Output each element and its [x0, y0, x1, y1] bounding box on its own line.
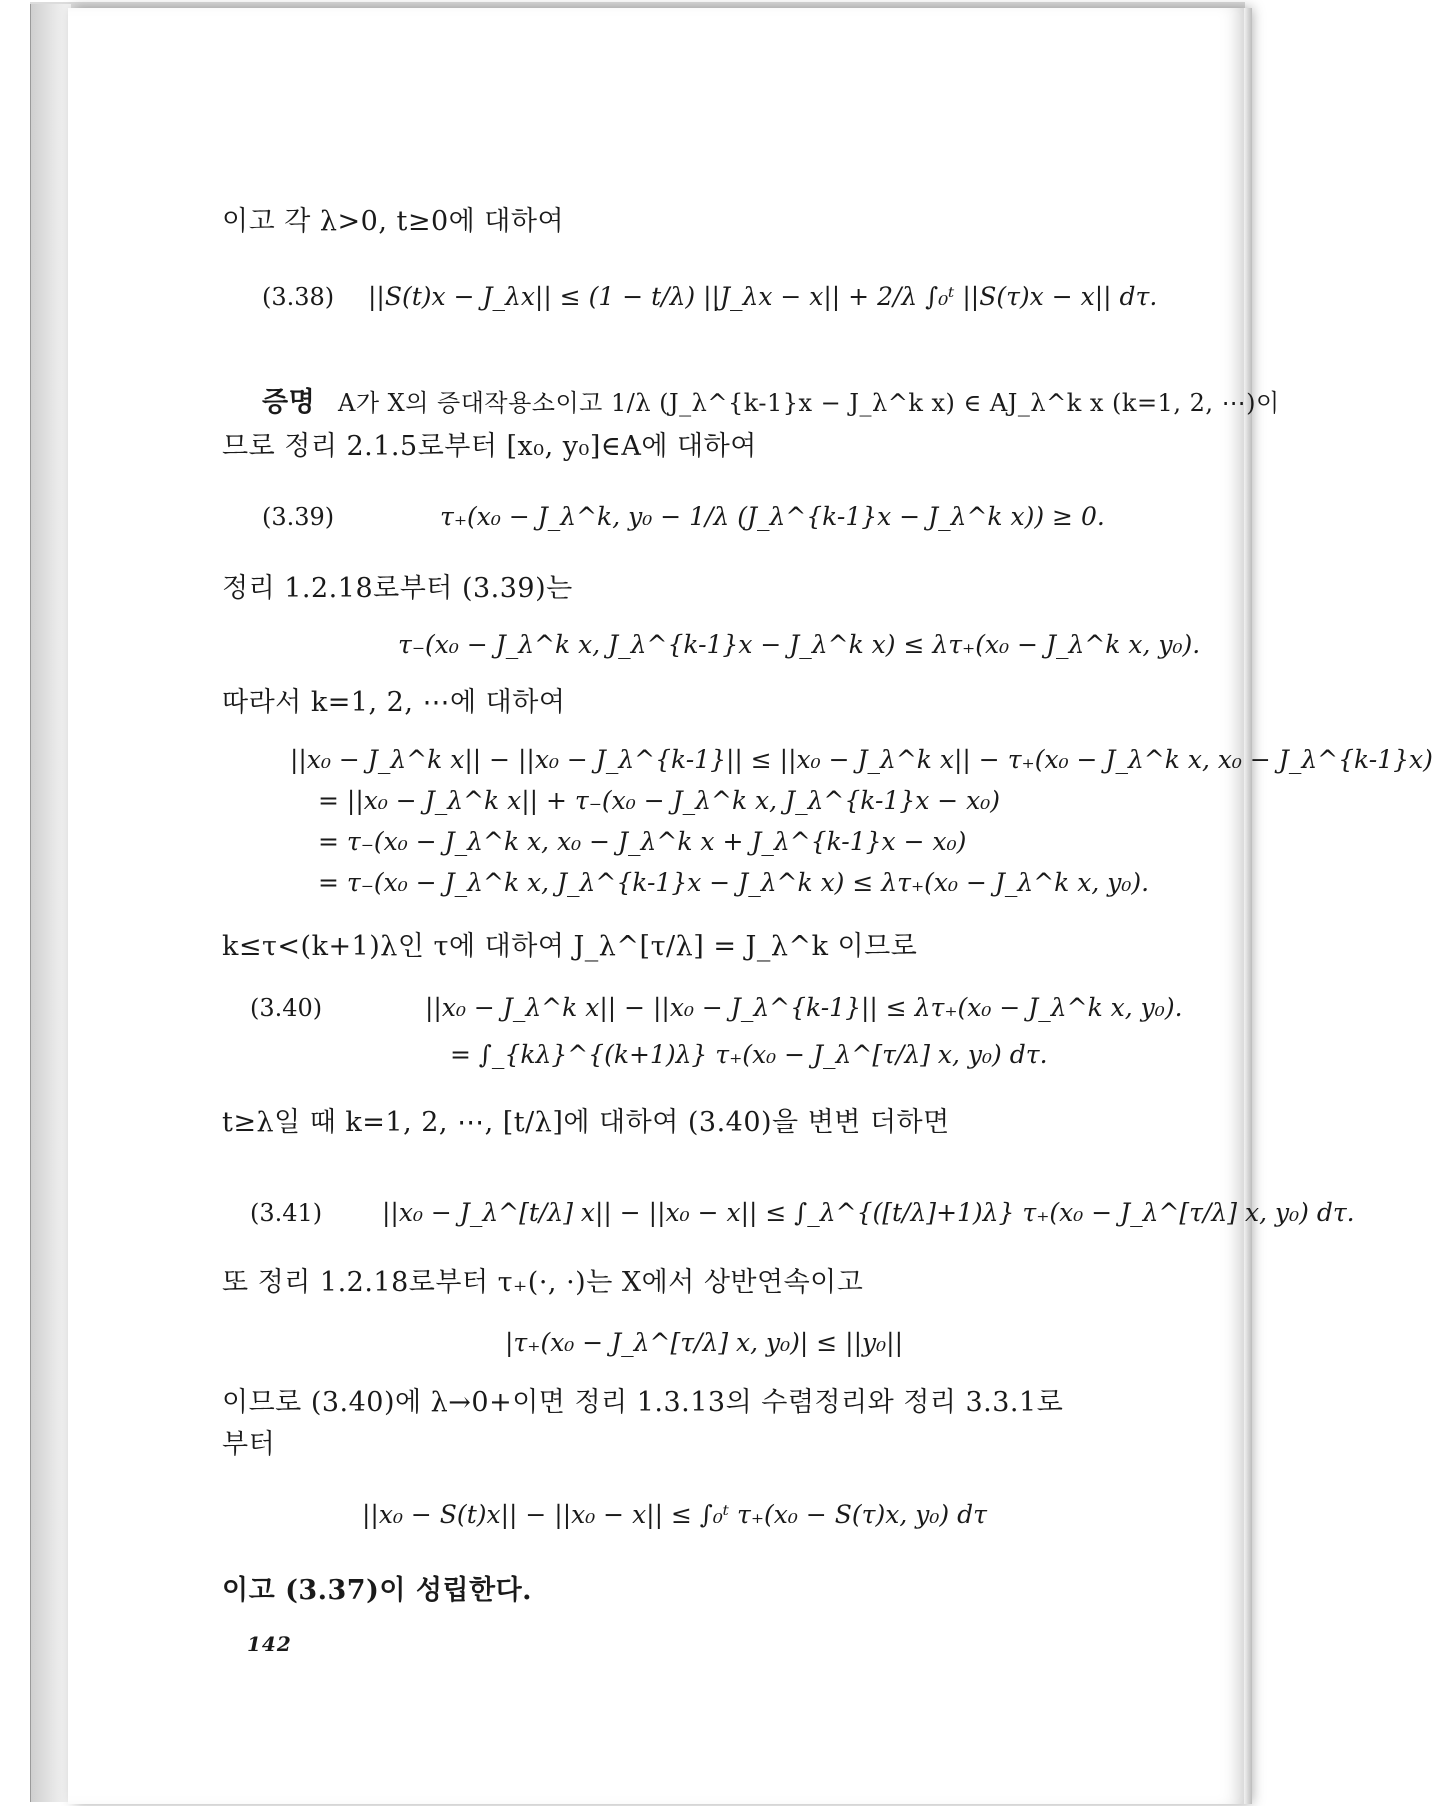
eq-number-3-38: (3.38) — [262, 283, 335, 311]
book-page — [68, 8, 1246, 1804]
line-upper-semicontinuous: 또 정리 1.2.18로부터 τ₊(·, ·)는 X에서 상반연속이고 — [222, 1267, 864, 1298]
line-therefore: 따라서 k=1, 2, ⋯에 대하여 — [222, 687, 566, 718]
line-conclusion: 이고 (3.37)이 성립한다. — [222, 1575, 533, 1606]
chain-line-3: = τ₋(x₀ − J_λ^k x, x₀ − J_λ^k x + J_λ^{k-1}x − x₀) — [318, 827, 967, 856]
chain-line-2: = ||x₀ − J_λ^k x|| + τ₋(x₀ − J_λ^k x, J_λ^{k-1}x − x₀) — [318, 786, 1001, 815]
eq-number-3-39: (3.39) — [262, 503, 335, 531]
line-proof-2: 므로 정리 2.1.5로부터 [x₀, y₀]∈A에 대하여 — [222, 431, 757, 462]
page-edge-shadow — [1244, 8, 1252, 1804]
proof-label: 증명 — [262, 387, 316, 418]
line-theorem-ref: 정리 1.2.18로부터 (3.39)는 — [222, 573, 573, 604]
page-number: 142 — [247, 1632, 292, 1656]
line-limit-cont: 부터 — [222, 1429, 276, 1460]
line-proof-1: A가 X의 증대작용소이고 1/λ (J_λ^{k-1}x − J_λ^k x) ∈ AJ_λ^k x (k=1, 2, ⋯)이 — [338, 389, 1280, 417]
chain-line-1: ||x₀ − J_λ^k x|| − ||x₀ − J_λ^{k-1}|| ≤ ||x₀ − J_λ^k x|| − τ₊(x₀ − J_λ^k x, x₀ − J_λ^{k-1}x) — [290, 745, 1433, 774]
equation-bound: |τ₊(x₀ − J_λ^[τ/λ] x, y₀)| ≤ ||y₀|| — [505, 1328, 904, 1357]
equation-3-38: ||S(t)x − J_λx|| ≤ (1 − t/λ) ||J_λx − x|| + 2/λ ∫₀ᵗ ||S(τ)x − x|| dτ. — [368, 282, 1158, 311]
equation-tau-minus: τ₋(x₀ − J_λ^k x, J_λ^{k-1}x − J_λ^k x) ≤ λτ₊(x₀ − J_λ^k x, y₀). — [398, 630, 1201, 659]
chain-line-4: = τ₋(x₀ − J_λ^k x, J_λ^{k-1}x − J_λ^k x) ≤ λτ₊(x₀ − J_λ^k x, y₀). — [318, 868, 1150, 897]
book-spine — [30, 4, 71, 1802]
line-intro: 이고 각 λ>0, t≥0에 대하여 — [222, 206, 565, 237]
equation-3-40-line-2: = ∫_{kλ}^{(k+1)λ} τ₊(x₀ − J_λ^[τ/λ] x, y₀) dτ. — [450, 1040, 1048, 1069]
eq-number-3-41: (3.41) — [250, 1199, 323, 1227]
line-k-tau: k≤τ<(k+1)λ인 τ에 대하여 J_λ^[τ/λ] = J_λ^k 이므로 — [222, 931, 918, 962]
line-limit: 이므로 (3.40)에 λ→0+이면 정리 1.3.13의 수렴정리와 정리 3.3.1로 — [222, 1387, 1064, 1418]
equation-3-40-line-1: ||x₀ − J_λ^k x|| − ||x₀ − J_λ^{k-1}|| ≤ λτ₊(x₀ − J_λ^k x, y₀). — [425, 993, 1183, 1022]
line-sum: t≥λ일 때 k=1, 2, ⋯, [t/λ]에 대하여 (3.40)을 변변 더하면 — [222, 1107, 950, 1138]
equation-final: ||x₀ − S(t)x|| − ||x₀ − x|| ≤ ∫₀ᵗ τ₊(x₀ − S(τ)x, y₀) dτ — [362, 1500, 987, 1529]
equation-3-39: τ₊(x₀ − J_λ^k, y₀ − 1/λ (J_λ^{k-1}x − J_λ^k x)) ≥ 0. — [440, 502, 1105, 531]
eq-number-3-40: (3.40) — [250, 994, 323, 1022]
equation-3-41: ||x₀ − J_λ^[t/λ] x|| − ||x₀ − x|| ≤ ∫_λ^{([t/λ]+1)λ} τ₊(x₀ − J_λ^[τ/λ] x, y₀) dτ. — [382, 1198, 1355, 1227]
